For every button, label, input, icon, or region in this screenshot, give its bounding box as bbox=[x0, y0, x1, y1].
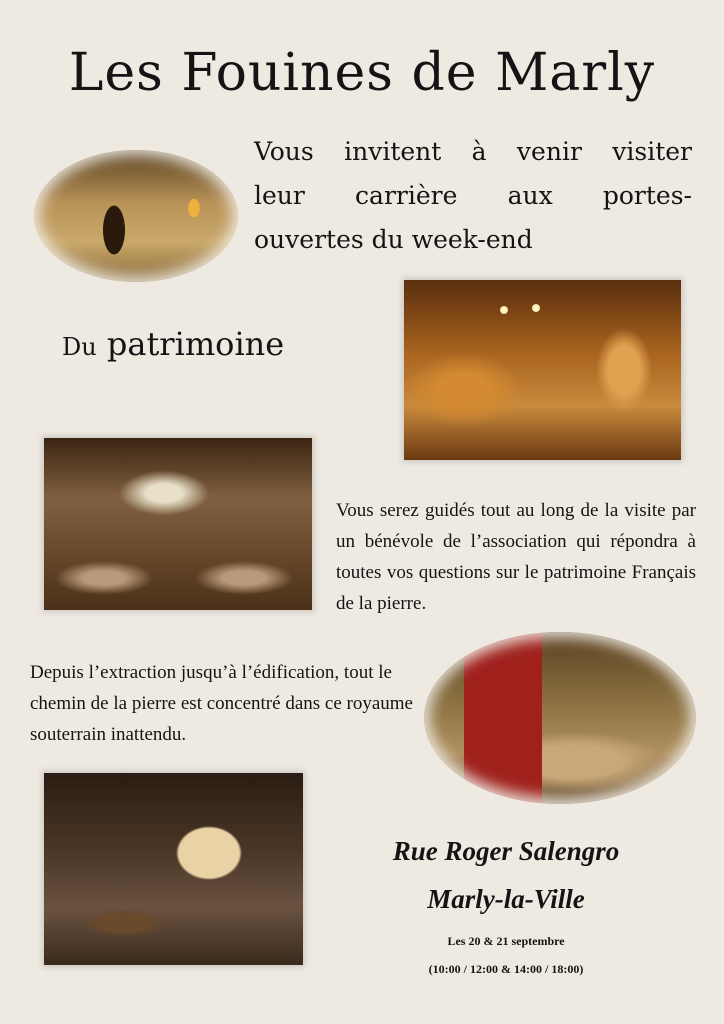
heritage-prefix: Du bbox=[62, 333, 97, 361]
poster-title: Les Fouines de Marly bbox=[68, 43, 656, 103]
address-street: Rue Roger Salengro bbox=[392, 836, 620, 866]
intro-line-2: leur carrière aux portes- bbox=[254, 181, 692, 210]
chapel-photo bbox=[404, 280, 681, 460]
event-dates: Les 20 & 21 septembre bbox=[447, 934, 565, 948]
stone-path-paragraph: Depuis l’extraction jusqu’à l’édification, tout le chemin de la pierre est concentré dans ce royaume souterrain inattendu. bbox=[30, 662, 413, 745]
quarry-photo bbox=[424, 632, 696, 804]
cellar-photo bbox=[44, 438, 312, 610]
arch-photo bbox=[34, 150, 238, 282]
intro-text bbox=[254, 130, 692, 262]
intro-line-3: ouvertes du week-end bbox=[254, 225, 533, 254]
address-town: Marly-la-Ville bbox=[427, 884, 585, 914]
stone-block-photo bbox=[44, 773, 303, 965]
guide-paragraph: Vous serez guidés tout au long de la visite par un bénévole de l’association qui répondra à toutes vos questions sur le patrimoine Français de la pierre. bbox=[336, 500, 696, 614]
intro-line-1: Vous invitent à venir visiter bbox=[254, 137, 692, 166]
event-hours: (10:00 / 12:00 & 14:00 / 18:00) bbox=[428, 962, 584, 976]
heritage-word: patrimoine bbox=[106, 325, 285, 363]
heritage-heading bbox=[62, 322, 284, 369]
